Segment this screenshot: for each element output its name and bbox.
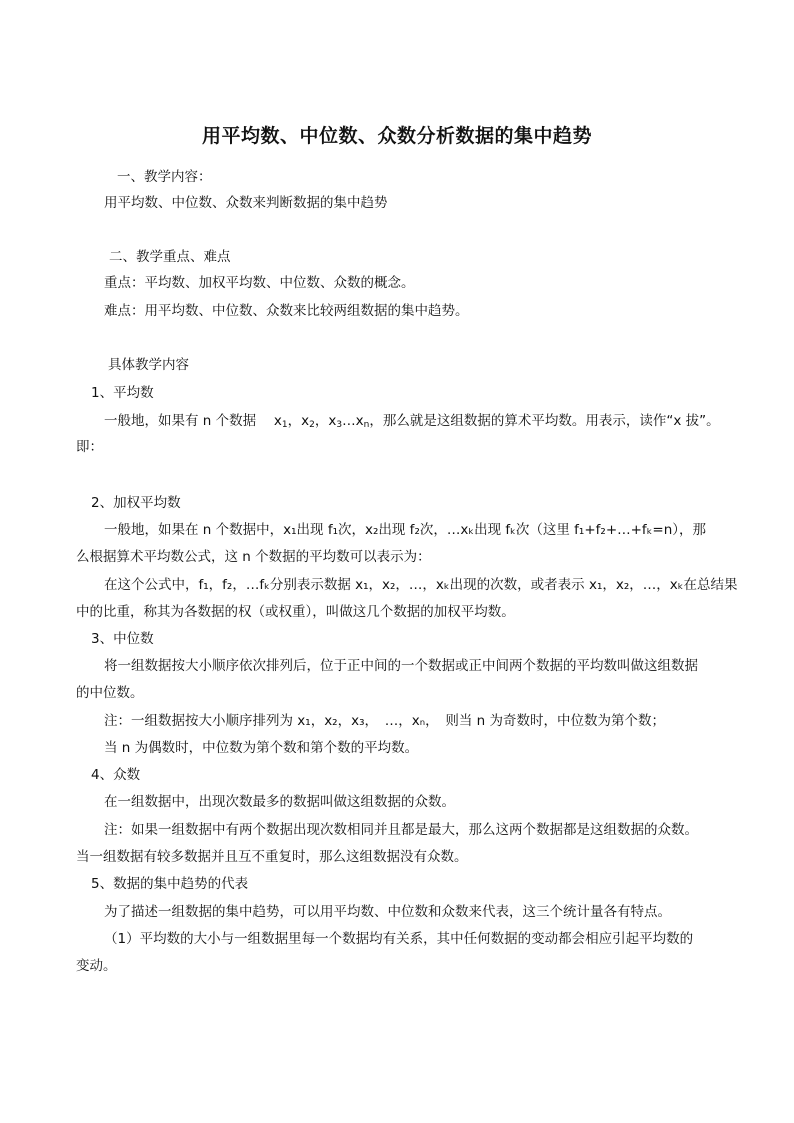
median-note: 注：一组数据按大小顺序排列为 x₁，x₂，x₃， …，xₙ， 则当 n 为奇数时，中位数为第个数； — [104, 713, 666, 729]
median-note: 当 n 为偶数时，中位数为第个数和第个数的平均数。 — [104, 740, 419, 756]
weighted-heading: 2、加权平均数 — [91, 495, 181, 511]
median-line: 将一组数据按大小顺序依次排列后，位于正中间的一个数据或正中间两个数据的平均数叫做这组数据 — [104, 658, 698, 674]
section-text: 用平均数、中位数、众数来判断数据的集中趋势 — [104, 195, 388, 211]
representative-line: （1）平均数的大小与一组数据里每一个数据均有关系，其中任何数据的变动都会相应引起平均数的 — [104, 931, 694, 947]
median-line: 的中位数。 — [76, 685, 144, 701]
mode-line: 在一组数据中，出现次数最多的数据叫做这组数据的众数。 — [104, 794, 455, 810]
median-heading: 3、中位数 — [91, 631, 154, 647]
mode-note: 注：如果一组数据中有两个数据出现次数相同并且都是最大，那么这两个数据都是这组数据的众数。 — [104, 822, 698, 838]
representative-line: 为了描述一组数据的集中趋势，可以用平均数、中位数和众数来代表，这三个统计量各有特点。 — [104, 904, 671, 920]
weighted-line: 在这个公式中，f₁，f₂，…fₖ分别表示数据 x₁，x₂，…，xₖ出现的次数，或者表示 x₁，x₂，…，xₖ在总结果 — [104, 577, 738, 593]
mean-definition-cont: 即： — [76, 439, 103, 455]
key-point-text: 重点：平均数、加权平均数、中位数、众数的概念。 — [104, 275, 415, 291]
representative-heading: 5、数据的集中趋势的代表 — [91, 876, 249, 892]
content-heading: 具体教学内容 — [108, 357, 189, 373]
mode-note: 当一组数据有较多数据并且互不重复时，那么这组数据没有众数。 — [76, 849, 468, 865]
section-heading-key-points: 二、教学重点、难点 — [109, 249, 231, 265]
mode-heading: 4、众数 — [91, 767, 141, 783]
weighted-line: 中的比重，称其为各数据的权（或权重），叫做这几个数据的加权平均数。 — [76, 604, 515, 620]
weighted-line: 一般地，如果在 n 个数据中，x₁出现 f₁次，x₂出现 f₂次，…xₖ出现 fₖ次（这里 f₁+f₂+…+fₖ=n），那 — [104, 522, 707, 538]
weighted-line: 么根据算术平均数公式，这 n 个数据的平均数可以表示为： — [76, 549, 431, 565]
section-heading-content: 一、教学内容： — [117, 169, 212, 185]
difficulty-text: 难点：用平均数、中位数、众数来比较两组数据的集中趋势。 — [104, 303, 469, 319]
page-title: 用平均数、中位数、众数分析数据的集中趋势 — [201, 125, 592, 147]
mean-definition: 一般地，如果有 n 个数据 $x_1$，$x_2$，$x_3\dots x_n$，那么就是这组数据的算术平均数。用表示，读作“x 拔”。 — [104, 413, 720, 430]
representative-line: 变动。 — [76, 958, 117, 974]
mean-heading: 1、平均数 — [91, 385, 154, 401]
